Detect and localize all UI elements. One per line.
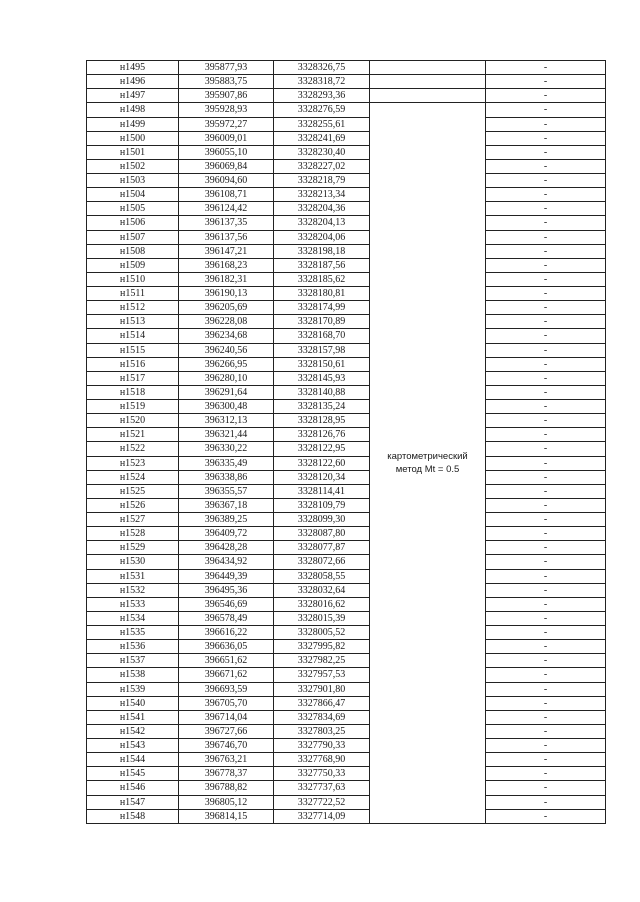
note-cell: - — [486, 230, 606, 244]
coordinate-x-cell: 396409,72 — [179, 527, 274, 541]
coordinate-y-cell: 3327866,47 — [274, 696, 370, 710]
table-row — [87, 371, 606, 385]
coordinate-x-cell: 396190,13 — [179, 287, 274, 301]
note-cell: - — [486, 145, 606, 159]
table-row — [87, 159, 606, 173]
point-name-cell: н1539 — [87, 682, 179, 696]
coordinate-x-cell: 396546,69 — [179, 597, 274, 611]
point-name-cell: н1541 — [87, 710, 179, 724]
point-name-cell: н1517 — [87, 371, 179, 385]
point-name-cell: н1499 — [87, 117, 179, 131]
coordinate-y-cell: 3328293,36 — [274, 89, 370, 103]
point-name-cell: н1533 — [87, 597, 179, 611]
coordinate-x-cell: 396778,37 — [179, 767, 274, 781]
note-cell: - — [486, 753, 606, 767]
table-row — [87, 668, 606, 682]
note-cell: - — [486, 244, 606, 258]
note-cell: - — [486, 767, 606, 781]
table-row — [87, 202, 606, 216]
note-cell: - — [486, 597, 606, 611]
note-cell: - — [486, 103, 606, 117]
point-name-cell: н1548 — [87, 809, 179, 823]
coordinates-table-body — [87, 61, 606, 824]
coordinate-x-cell: 396727,66 — [179, 724, 274, 738]
note-cell: - — [486, 315, 606, 329]
coordinate-y-cell: 3328150,61 — [274, 357, 370, 371]
note-cell: - — [486, 809, 606, 823]
point-name-cell: н1513 — [87, 315, 179, 329]
table-row — [87, 230, 606, 244]
point-name-cell: н1540 — [87, 696, 179, 710]
coordinate-y-cell: 3328204,13 — [274, 216, 370, 230]
coordinate-x-cell: 396312,13 — [179, 414, 274, 428]
coordinate-x-cell: 396240,56 — [179, 343, 274, 357]
table-row — [87, 287, 606, 301]
coordinate-y-cell: 3328109,79 — [274, 498, 370, 512]
table-row — [87, 541, 606, 555]
note-cell: - — [486, 682, 606, 696]
note-cell: - — [486, 385, 606, 399]
coordinate-y-cell: 3328326,75 — [274, 61, 370, 75]
table-row — [87, 640, 606, 654]
point-name-cell: н1534 — [87, 611, 179, 625]
coordinate-x-cell: 396814,15 — [179, 809, 274, 823]
note-cell: - — [486, 795, 606, 809]
table-row — [87, 103, 606, 117]
point-name-cell: н1538 — [87, 668, 179, 682]
point-name-cell: н1501 — [87, 145, 179, 159]
coordinate-x-cell: 396137,35 — [179, 216, 274, 230]
coordinate-x-cell: 396168,23 — [179, 258, 274, 272]
table-row — [87, 710, 606, 724]
point-name-cell: н1526 — [87, 498, 179, 512]
point-name-cell: н1510 — [87, 272, 179, 286]
table-row — [87, 89, 606, 103]
point-name-cell: н1514 — [87, 329, 179, 343]
table-row — [87, 400, 606, 414]
coordinate-y-cell: 3328072,66 — [274, 555, 370, 569]
note-cell: - — [486, 371, 606, 385]
method-label-line1: картометрический — [387, 451, 468, 463]
note-cell: - — [486, 611, 606, 625]
coordinate-x-cell: 396009,01 — [179, 131, 274, 145]
coordinate-x-cell: 396788,82 — [179, 781, 274, 795]
note-cell: - — [486, 513, 606, 527]
note-cell: - — [486, 498, 606, 512]
point-name-cell: н1515 — [87, 343, 179, 357]
method-cell-empty — [370, 89, 486, 103]
coordinate-x-cell: 396321,44 — [179, 428, 274, 442]
note-cell: - — [486, 174, 606, 188]
note-cell: - — [486, 75, 606, 89]
point-name-cell: н1529 — [87, 541, 179, 555]
point-name-cell: н1509 — [87, 258, 179, 272]
note-cell: - — [486, 343, 606, 357]
table-row — [87, 626, 606, 640]
coordinate-y-cell: 3328077,87 — [274, 541, 370, 555]
coordinate-y-cell: 3328122,95 — [274, 442, 370, 456]
point-name-cell: н1536 — [87, 640, 179, 654]
table-row — [87, 301, 606, 315]
point-name-cell: н1512 — [87, 301, 179, 315]
coordinate-x-cell: 396636,05 — [179, 640, 274, 654]
note-cell: - — [486, 117, 606, 131]
table-row — [87, 753, 606, 767]
table-row — [87, 809, 606, 823]
coordinate-y-cell: 3328135,24 — [274, 400, 370, 414]
coordinate-y-cell: 3328016,62 — [274, 597, 370, 611]
coordinate-y-cell: 3328114,41 — [274, 484, 370, 498]
method-cell-empty — [370, 75, 486, 89]
table-row — [87, 739, 606, 753]
note-cell: - — [486, 202, 606, 216]
point-name-cell: н1546 — [87, 781, 179, 795]
note-cell: - — [486, 216, 606, 230]
table-row — [87, 385, 606, 399]
coordinate-x-cell: 396266,95 — [179, 357, 274, 371]
point-name-cell: н1500 — [87, 131, 179, 145]
note-cell: - — [486, 258, 606, 272]
table-row — [87, 329, 606, 343]
coordinate-y-cell: 3328087,80 — [274, 527, 370, 541]
coordinate-x-cell: 395972,27 — [179, 117, 274, 131]
coordinate-x-cell: 396355,57 — [179, 484, 274, 498]
coordinate-y-cell: 3327768,90 — [274, 753, 370, 767]
note-cell: - — [486, 329, 606, 343]
point-name-cell: н1503 — [87, 174, 179, 188]
coordinate-y-cell: 3327750,33 — [274, 767, 370, 781]
coordinate-y-cell: 3327790,33 — [274, 739, 370, 753]
coordinate-y-cell: 3328140,88 — [274, 385, 370, 399]
table-row — [87, 145, 606, 159]
point-name-cell: н1498 — [87, 103, 179, 117]
note-cell: - — [486, 287, 606, 301]
note-cell: - — [486, 428, 606, 442]
point-name-cell: н1535 — [87, 626, 179, 640]
point-name-cell: н1519 — [87, 400, 179, 414]
point-name-cell: н1532 — [87, 583, 179, 597]
coordinate-y-cell: 3328241,69 — [274, 131, 370, 145]
point-name-cell: н1545 — [87, 767, 179, 781]
point-name-cell: н1530 — [87, 555, 179, 569]
coordinate-y-cell: 3328204,36 — [274, 202, 370, 216]
note-cell: - — [486, 541, 606, 555]
table-row — [87, 456, 606, 470]
point-name-cell: н1520 — [87, 414, 179, 428]
point-name-cell: н1528 — [87, 527, 179, 541]
coordinate-x-cell: 396055,10 — [179, 145, 274, 159]
coordinate-x-cell: 396616,22 — [179, 626, 274, 640]
note-cell: - — [486, 781, 606, 795]
coordinate-y-cell: 3328170,89 — [274, 315, 370, 329]
coordinate-x-cell: 396746,70 — [179, 739, 274, 753]
note-cell: - — [486, 739, 606, 753]
table-row — [87, 696, 606, 710]
coordinate-x-cell: 396578,49 — [179, 611, 274, 625]
point-name-cell: н1542 — [87, 724, 179, 738]
coordinate-y-cell: 3328168,70 — [274, 329, 370, 343]
table-row — [87, 527, 606, 541]
coordinate-x-cell: 396805,12 — [179, 795, 274, 809]
point-name-cell: н1521 — [87, 428, 179, 442]
coordinate-y-cell: 3328185,62 — [274, 272, 370, 286]
note-cell: - — [486, 626, 606, 640]
note-cell: - — [486, 484, 606, 498]
point-name-cell: н1511 — [87, 287, 179, 301]
point-name-cell: н1518 — [87, 385, 179, 399]
coordinate-y-cell: 3328099,30 — [274, 513, 370, 527]
note-cell: - — [486, 272, 606, 286]
table-row — [87, 258, 606, 272]
coordinate-x-cell: 395928,93 — [179, 103, 274, 117]
coordinate-y-cell: 3328174,99 — [274, 301, 370, 315]
note-cell: - — [486, 301, 606, 315]
coordinate-x-cell: 396094,60 — [179, 174, 274, 188]
coordinate-y-cell: 3328187,56 — [274, 258, 370, 272]
point-name-cell: н1525 — [87, 484, 179, 498]
table-row — [87, 569, 606, 583]
coordinate-y-cell: 3328198,18 — [274, 244, 370, 258]
coordinate-y-cell: 3328318,72 — [274, 75, 370, 89]
point-name-cell: н1543 — [87, 739, 179, 753]
coordinate-y-cell: 3328230,40 — [274, 145, 370, 159]
coordinate-x-cell: 396389,25 — [179, 513, 274, 527]
note-cell: - — [486, 400, 606, 414]
table-row — [87, 428, 606, 442]
note-cell: - — [486, 357, 606, 371]
coordinate-x-cell: 396182,31 — [179, 272, 274, 286]
coordinate-y-cell: 3328058,55 — [274, 569, 370, 583]
table-row — [87, 795, 606, 809]
table-row — [87, 513, 606, 527]
table-row — [87, 357, 606, 371]
point-name-cell: н1505 — [87, 202, 179, 216]
table-row — [87, 597, 606, 611]
coordinate-x-cell: 396495,36 — [179, 583, 274, 597]
note-cell: - — [486, 61, 606, 75]
table-row — [87, 131, 606, 145]
point-name-cell: н1506 — [87, 216, 179, 230]
coordinate-y-cell: 3327901,80 — [274, 682, 370, 696]
table-row — [87, 484, 606, 498]
coordinate-x-cell: 396300,48 — [179, 400, 274, 414]
coordinate-y-cell: 3328005,52 — [274, 626, 370, 640]
point-name-cell: н1547 — [87, 795, 179, 809]
table-row — [87, 174, 606, 188]
method-cell-empty — [370, 61, 486, 75]
table-row — [87, 188, 606, 202]
coordinate-y-cell: 3328204,06 — [274, 230, 370, 244]
coordinate-y-cell: 3328180,81 — [274, 287, 370, 301]
coordinate-x-cell: 396338,86 — [179, 470, 274, 484]
point-name-cell: н1531 — [87, 569, 179, 583]
coordinate-y-cell: 3327737,63 — [274, 781, 370, 795]
table-row — [87, 315, 606, 329]
note-cell: - — [486, 696, 606, 710]
note-cell: - — [486, 188, 606, 202]
point-name-cell: н1504 — [87, 188, 179, 202]
table-row — [87, 724, 606, 738]
table-row — [87, 611, 606, 625]
coordinate-x-cell: 396234,68 — [179, 329, 274, 343]
coordinate-x-cell: 396291,64 — [179, 385, 274, 399]
table-row — [87, 767, 606, 781]
method-cell — [370, 103, 486, 823]
note-cell: - — [486, 159, 606, 173]
coordinate-y-cell: 3328157,98 — [274, 343, 370, 357]
coordinate-y-cell: 3328255,61 — [274, 117, 370, 131]
coordinate-y-cell: 3328128,95 — [274, 414, 370, 428]
coordinate-x-cell: 396108,71 — [179, 188, 274, 202]
coordinate-y-cell: 3328213,34 — [274, 188, 370, 202]
coordinate-x-cell: 396330,22 — [179, 442, 274, 456]
method-label-line2: метод Mt = 0.5 — [395, 464, 460, 476]
point-name-cell: н1508 — [87, 244, 179, 258]
coordinate-y-cell: 3328120,34 — [274, 470, 370, 484]
table-row — [87, 75, 606, 89]
table-row — [87, 442, 606, 456]
table-row — [87, 117, 606, 131]
coordinate-x-cell: 396428,28 — [179, 541, 274, 555]
coordinate-y-cell: 3327995,82 — [274, 640, 370, 654]
coordinate-y-cell: 3327834,69 — [274, 710, 370, 724]
note-cell: - — [486, 724, 606, 738]
coordinates-sheet — [86, 60, 605, 824]
note-cell: - — [486, 89, 606, 103]
note-cell: - — [486, 710, 606, 724]
point-name-cell: н1497 — [87, 89, 179, 103]
coordinate-y-cell: 3327714,09 — [274, 809, 370, 823]
coordinate-x-cell: 396367,18 — [179, 498, 274, 512]
coordinate-y-cell: 3328122,60 — [274, 456, 370, 470]
coordinate-x-cell: 396205,69 — [179, 301, 274, 315]
table-row — [87, 343, 606, 357]
table-row — [87, 414, 606, 428]
note-cell: - — [486, 527, 606, 541]
coordinate-y-cell: 3327803,25 — [274, 724, 370, 738]
table-row — [87, 654, 606, 668]
coordinate-x-cell: 395877,93 — [179, 61, 274, 75]
coordinate-y-cell: 3327957,53 — [274, 668, 370, 682]
coordinate-y-cell: 3328218,79 — [274, 174, 370, 188]
point-name-cell: н1507 — [87, 230, 179, 244]
coordinate-y-cell: 3327722,52 — [274, 795, 370, 809]
point-name-cell: н1495 — [87, 61, 179, 75]
note-cell: - — [486, 654, 606, 668]
coordinate-x-cell: 396069,84 — [179, 159, 274, 173]
table-row — [87, 244, 606, 258]
point-name-cell: н1523 — [87, 456, 179, 470]
coordinate-x-cell: 395907,86 — [179, 89, 274, 103]
point-name-cell: н1544 — [87, 753, 179, 767]
coordinate-y-cell: 3328145,93 — [274, 371, 370, 385]
point-name-cell: н1502 — [87, 159, 179, 173]
table-row — [87, 216, 606, 230]
coordinate-x-cell: 396228,08 — [179, 315, 274, 329]
note-cell: - — [486, 470, 606, 484]
table-row — [87, 498, 606, 512]
coordinate-x-cell: 396693,59 — [179, 682, 274, 696]
coordinate-x-cell: 396137,56 — [179, 230, 274, 244]
coordinate-y-cell: 3328032,64 — [274, 583, 370, 597]
point-name-cell: н1516 — [87, 357, 179, 371]
coordinates-table — [86, 60, 606, 824]
coordinate-x-cell: 395883,75 — [179, 75, 274, 89]
coordinate-y-cell: 3328276,59 — [274, 103, 370, 117]
note-cell: - — [486, 414, 606, 428]
coordinate-y-cell: 3328015,39 — [274, 611, 370, 625]
table-row — [87, 583, 606, 597]
coordinate-x-cell: 396651,62 — [179, 654, 274, 668]
point-name-cell: н1524 — [87, 470, 179, 484]
point-name-cell: н1537 — [87, 654, 179, 668]
coordinate-y-cell: 3327982,25 — [274, 654, 370, 668]
note-cell: - — [486, 668, 606, 682]
coordinate-x-cell: 396449,39 — [179, 569, 274, 583]
note-cell: - — [486, 640, 606, 654]
coordinate-x-cell: 396671,62 — [179, 668, 274, 682]
note-cell: - — [486, 131, 606, 145]
coordinate-x-cell: 396335,49 — [179, 456, 274, 470]
coordinate-x-cell: 396705,70 — [179, 696, 274, 710]
coordinate-y-cell: 3328227,02 — [274, 159, 370, 173]
table-row — [87, 555, 606, 569]
coordinate-y-cell: 3328126,76 — [274, 428, 370, 442]
coordinate-x-cell: 396124,42 — [179, 202, 274, 216]
point-name-cell: н1522 — [87, 442, 179, 456]
table-row — [87, 61, 606, 75]
table-row — [87, 272, 606, 286]
table-row — [87, 781, 606, 795]
point-name-cell: н1496 — [87, 75, 179, 89]
coordinate-x-cell: 396714,04 — [179, 710, 274, 724]
note-cell: - — [486, 555, 606, 569]
point-name-cell: н1527 — [87, 513, 179, 527]
table-row — [87, 470, 606, 484]
coordinate-x-cell: 396280,10 — [179, 371, 274, 385]
note-cell: - — [486, 569, 606, 583]
coordinate-x-cell: 396434,92 — [179, 555, 274, 569]
note-cell: - — [486, 583, 606, 597]
coordinate-x-cell: 396147,21 — [179, 244, 274, 258]
table-row — [87, 682, 606, 696]
coordinate-x-cell: 396763,21 — [179, 753, 274, 767]
note-cell: - — [486, 456, 606, 470]
note-cell: - — [486, 442, 606, 456]
